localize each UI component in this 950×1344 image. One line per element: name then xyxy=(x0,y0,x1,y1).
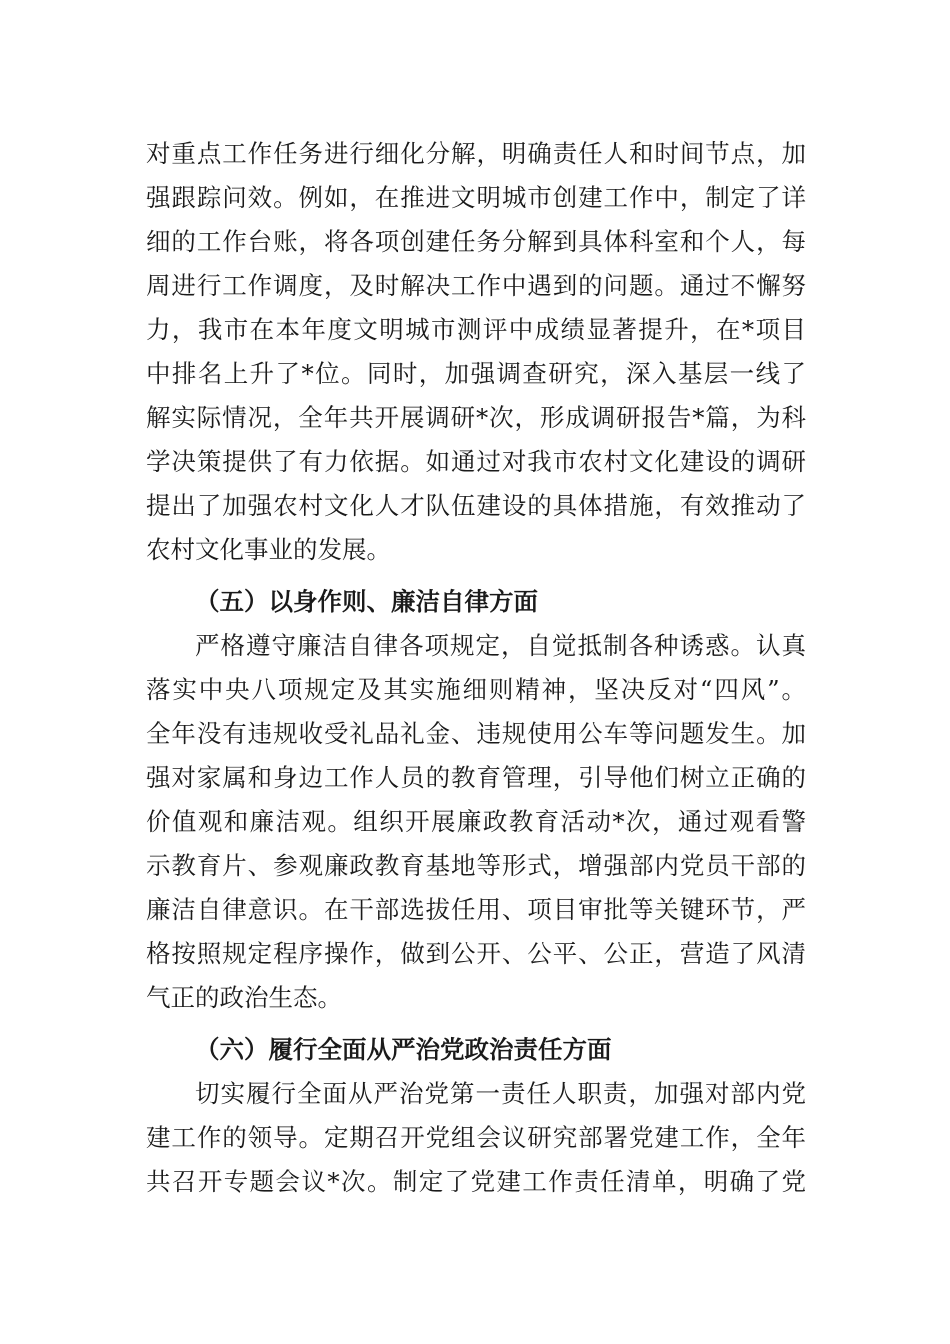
paragraph-1-line-4: 周进行工作调度，及时解决工作中遇到的问题。通过不懈努 xyxy=(146,271,806,300)
section-5-line-3: 全年没有违规收受礼品礼金、违规使用公车等问题发生。加 xyxy=(146,719,806,748)
section-5-line-8: 格按照规定程序操作，做到公开、公平、公正，营造了风清 xyxy=(146,939,806,968)
section-5-line-7: 廉洁自律意识。在干部选拔任用、项目审批等关键环节，严 xyxy=(146,895,806,924)
paragraph-1-line-8: 学决策提供了有力依据。如通过对我市农村文化建设的调研 xyxy=(146,447,806,476)
paragraph-1-line-10: 农村文化事业的发展。 xyxy=(146,535,391,564)
section-6-line-1: 切实履行全面从严治党第一责任人职责，加强对部内党 xyxy=(195,1079,806,1108)
paragraph-1-line-1: 对重点工作任务进行细化分解，明确责任人和时间节点，加 xyxy=(146,139,806,168)
paragraph-1-line-5: 力，我市在本年度文明城市测评中成绩显著提升，在*项目 xyxy=(146,315,806,344)
section-6-line-2: 建工作的领导。定期召开党组会议研究部署党建工作，全年 xyxy=(146,1123,806,1152)
section-5-line-5: 价值观和廉洁观。组织开展廉政教育活动*次，通过观看警 xyxy=(146,807,806,836)
paragraph-1-line-7: 解实际情况，全年共开展调研*次，形成调研报告*篇，为科 xyxy=(146,403,806,432)
section-5-line-9: 气正的政治生态。 xyxy=(146,983,342,1012)
paragraph-1-line-2: 强跟踪问效。例如，在推进文明城市创建工作中，制定了详 xyxy=(146,183,806,212)
section-5-line-6: 示教育片、参观廉政教育基地等形式，增强部内党员干部的 xyxy=(146,851,806,880)
section-6-line-3: 共召开专题会议*次。制定了党建工作责任清单，明确了党 xyxy=(146,1167,806,1196)
section-6-heading: （六）履行全面从严治党政治责任方面 xyxy=(195,1035,612,1064)
paragraph-1-line-3: 细的工作台账，将各项创建任务分解到具体科室和个人，每 xyxy=(146,227,806,256)
section-5-line-1: 严格遵守廉洁自律各项规定，自觉抵制各种诱惑。认真 xyxy=(195,631,806,660)
paragraph-1-line-6: 中排名上升了*位。同时，加强调查研究，深入基层一线了 xyxy=(146,359,806,388)
section-5-line-4: 强对家属和身边工作人员的教育管理，引导他们树立正确的 xyxy=(146,763,806,792)
section-5-line-2: 落实中央八项规定及其实施细则精神，坚决反对“四风”。 xyxy=(146,675,806,704)
section-5-heading: （五）以身作则、廉洁自律方面 xyxy=(195,587,538,616)
paragraph-1-line-9: 提出了加强农村文化人才队伍建设的具体措施，有效推动了 xyxy=(146,491,806,520)
